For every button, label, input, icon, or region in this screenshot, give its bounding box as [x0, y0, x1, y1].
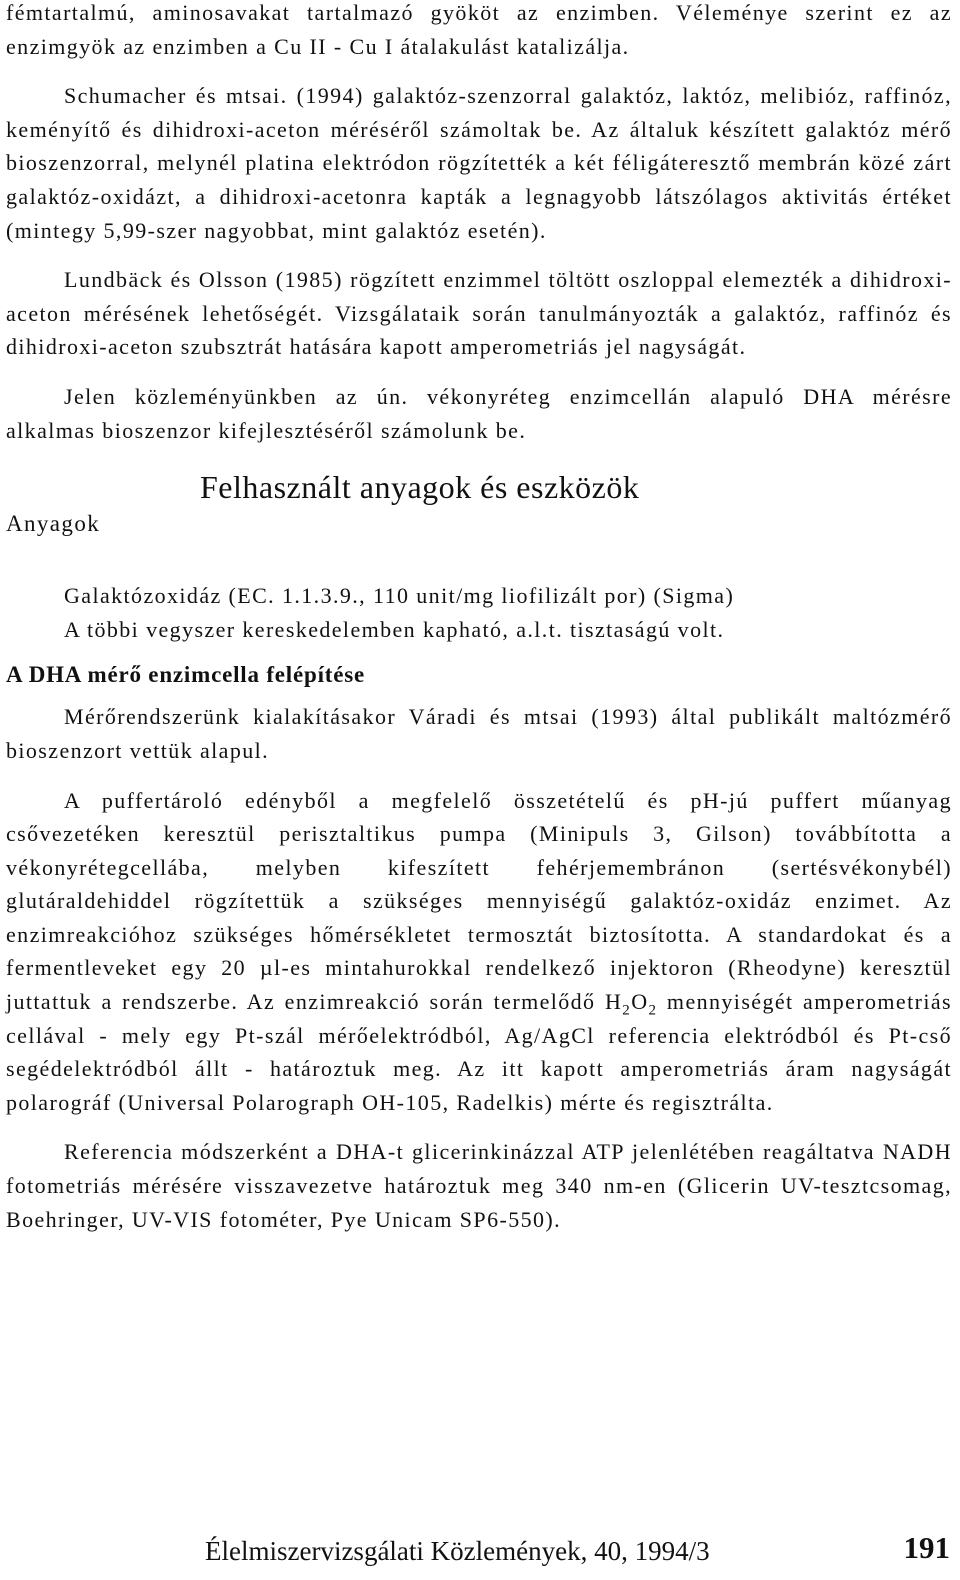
material-item: A többi vegyszer kereskedelemben kapható, a.l.t. tisztaságú volt. [64, 616, 725, 642]
subheading: A DHA mérő enzimcella felépítése [6, 662, 365, 688]
paragraph-measuring-system: Mérőrendszerünk kialakításakor Váradi és mtsai (1993) által publikált maltózmérő bioszenzort vettük alapul. [6, 704, 952, 763]
paragraph-schumacher: Schumacher és mtsai. (1994) galaktóz-szenzorral galaktóz, laktóz, melibióz, raffinóz, keményítő és dihidroxi-aceton méréséről számoltak be. Az általuk készített galaktóz mérő bioszenzorral, melynél platina elektródon rögzítették a két féligáteresztő membrán közé zárt galaktóz-oxidázt, a dihidroxi-acetonra kapták a legnagyobb látszólagos aktivitás értéket (mintegy 5,99-szer nagyobbat, mint galaktóz esetén). [6, 83, 952, 243]
paragraph-lundback: Lundbäck és Olsson (1985) rögzített enzimmel töltött oszloppal elemezték a dihidroxi-aceton mérésének lehetőségét. Vizsgálataik során tanulmányozták a galaktóz, raffinóz és dihidroxi-aceton szubsztrát hatására kapott amperometriás jel nagyságát. [6, 267, 952, 360]
page-body [6, 0, 952, 1236]
subscript: 2 [648, 1002, 658, 1019]
paragraph-buffer-setup [6, 784, 952, 1120]
page-footer [0, 1530, 960, 1570]
paragraph-reference-method: Referencia módszerként a DHA-t glicerinkinázzal ATP jelenlétében reagáltatva NADH fotometriás mérésére visszavezetve határoztuk meg 340 nm-en (Glicerin UV-tesztcsomag, Boehringer, UV-VIS fotométer, Pye Unicam SP6-550). [6, 1139, 952, 1232]
materials-label: Anyagok [6, 511, 101, 537]
footer-journal: Élelmiszervizsgálati Közlemények, 40, 1994/3 [205, 1536, 710, 1566]
section-title: Felhasznált anyagok és eszközök [200, 469, 640, 506]
paragraph-aim: Jelen közleményünkben az ún. vékonyréteg enzimcellán alapuló DHA mérésre alkalmas bioszenzor kifejlesztéséről számolunk be. [6, 383, 952, 443]
paragraph-continued: fémtartalmú, aminosavakat tartalmazó gyököt az enzimben. Véleménye szerint ez az enzimgyök az enzimben a Cu II - Cu I átalakulást katalizálja. [6, 0, 952, 59]
material-item: Galaktózoxidáz (EC. 1.1.3.9., 110 unit/mg liofilizált por) (Sigma) [64, 583, 735, 609]
text-segment: A puffertároló edényből a megfelelő összetételű és pH-jú puffert műanyag csővezetéken keresztül perisztaltikus pumpa (Minipuls 3, Gilson) továbbította a vékonyrétegcellába, melyben kifeszített fehérjemembránon (sertésvékonybél) glutáraldehiddel rögzítettük a szükséges mennyiségű galaktóz-oxidáz enzimet. Az enzimreakcióhoz szükséges hőmérsékletet termosztát biztosította. A standardokat és a fermentleveket egy 20 µl-es mintahurokkal rendelkező injektoron (Rheodyne) keresztül juttattuk a rendszerbe. Az enzimreakció során termelődő H [6, 787, 952, 1015]
page-number: 191 [903, 1530, 950, 1565]
text-segment: mennyiségét amperometriás cellával - mely egy Pt-szál mérőelektródból, Ag/AgCl referencia elektródból és Pt-cső segédelektródból állt - határoztuk meg. Az itt kapott amperometriás áram nagyságát polarográf (Universal Polarograph OH-105, Radelkis) mérte és regisztrálta. [6, 989, 952, 1115]
section-heading-row [6, 469, 952, 579]
subscript: 2 [622, 1002, 632, 1019]
text-segment: O [631, 989, 649, 1015]
